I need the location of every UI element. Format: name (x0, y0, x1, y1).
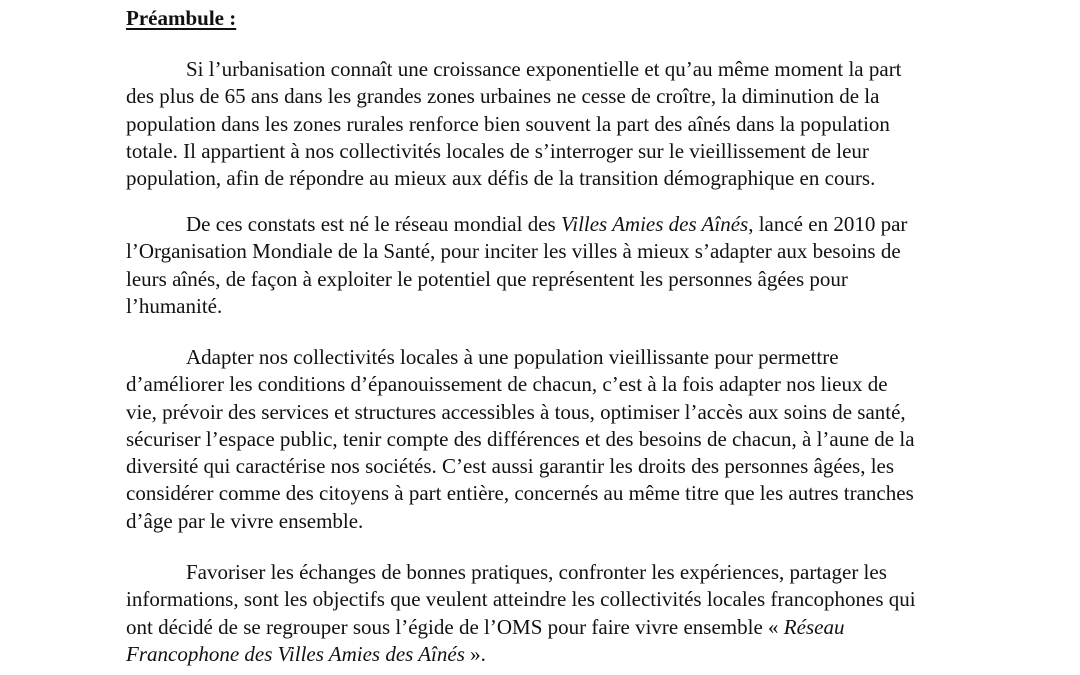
paragraph-4 (126, 559, 916, 668)
text-line: Si l’urbanisation connaît une croissance exponentielle et qu’au même moment la part (186, 57, 902, 81)
text-line: population, afin de répondre au mieux aux défis de la transition démographique en cours. (126, 166, 876, 191)
text-line: Favoriser les échanges de bonnes pratiques, confronter les expériences, partager les (186, 560, 887, 584)
text-line: d’améliorer les conditions d’épanouissement de chacun, c’est à la fois adapter nos lieux de (126, 372, 888, 397)
paragraph-1 (126, 56, 902, 192)
preamble-heading: Préambule : (126, 6, 237, 30)
text-line: totale. Il appartient à nos collectivités locales de s’interroger sur le vieillissement de leur (126, 138, 869, 163)
text-line: l’humanité. (126, 293, 223, 318)
paragraph-3 (126, 344, 915, 535)
text-line: vie, prévoir des services et structures accessibles à tous, optimiser l’accès aux soins de santé, (126, 399, 906, 424)
text-line: leurs aînés, de façon à exploiter le potentiel que représentent les personnes âgées pour (126, 266, 848, 291)
text-line: l’Organisation Mondiale de la Santé, pour inciter les villes à mieux s’adapter aux besoins de (126, 239, 901, 264)
text-line: informations, sont les objectifs que veulent atteindre les collectivités locales francophones qui (126, 587, 916, 612)
paragraph-2 (126, 211, 907, 320)
text-line: Adapter nos collectivités locales à une population vieillissante pour permettre (186, 345, 839, 369)
text-line: des plus de 65 ans dans les grandes zones urbaines ne cesse de croître, la diminution de la (126, 84, 880, 109)
text-line: diversité qui caractérise nos sociétés. C’est aussi garantir les droits des personnes âgées, les (126, 454, 895, 479)
text-line: Francophone des Villes Amies des Aînés ». (126, 641, 486, 666)
text-line: considérer comme des citoyens à part entière, concernés au même titre que les autres tranches (126, 481, 914, 506)
text-line: d’âge par le vivre ensemble. (126, 508, 364, 533)
text-line: De ces constats est né le réseau mondial des Villes Amies des Aînés, lancé en 2010 par (186, 212, 908, 236)
text-line: ont décidé de se regrouper sous l’égide de l’OMS pour faire vivre ensemble « Réseau (126, 614, 845, 639)
text-line: sécuriser l’espace public, tenir compte des différences et des besoins de chacun, à l’aune de la (126, 426, 915, 451)
text-line: population dans les zones rurales renforce bien souvent la part des aînés dans la population (126, 111, 890, 136)
